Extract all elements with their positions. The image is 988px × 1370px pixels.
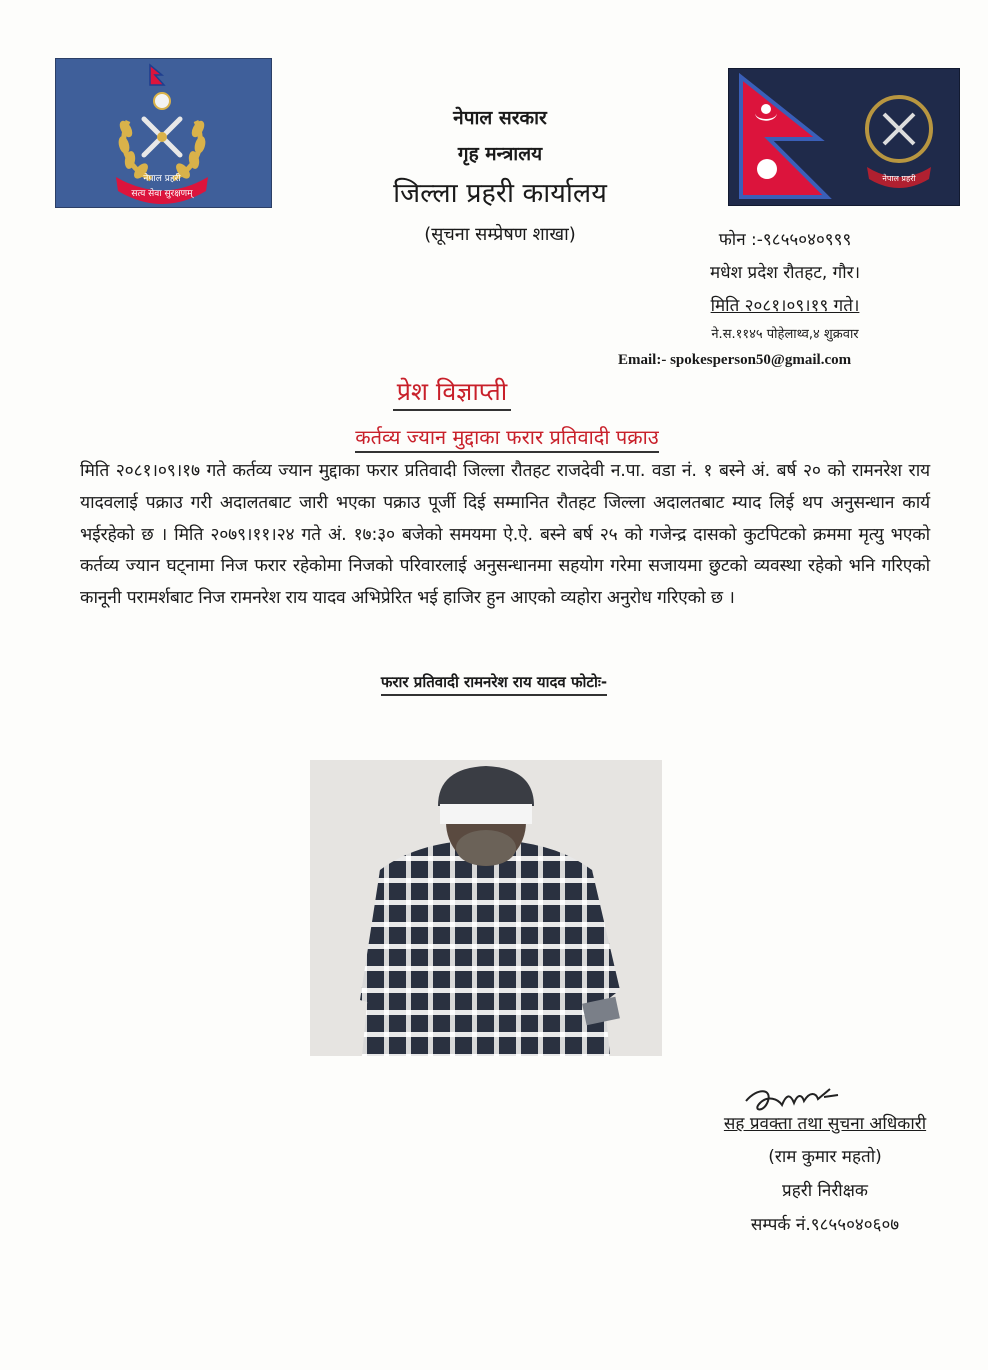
issue-date: मिति २०८१।०९।१९ गते। [710,296,860,316]
office-address: मधेश प्रदेश रौतहट, गौर। [709,263,861,283]
section-name: (सूचना सम्प्रेषण शाखा) [424,224,576,245]
signatory-block [690,1108,960,1242]
contact-block [640,224,930,347]
press-release-title [0,374,904,408]
office-name: जिल्ला प्रहरी कार्यालय [393,178,607,209]
press-release-title-text: प्रेश विज्ञाप्ती [393,377,511,411]
person-photo-icon [310,760,662,1056]
photo-caption-text: फरार प्रतिवादी रामनरेश राय यादव फोटोः- [381,673,607,696]
left-emblem-label: नेपाल प्रहरी [143,174,181,184]
phone-number: फोन :-९८५५०४०९९९ [718,230,852,250]
nepal-flag-icon [729,69,959,205]
signatory-name: (राम कुमार महतो) [768,1147,882,1167]
nepal-flag-police-logo-right [728,68,960,206]
email-address: Email:- spokesperson50@gmail.com [618,352,852,368]
police-emblem-small-icon [867,97,931,188]
press-release-subject [0,423,988,450]
press-release-body: मिति २०८१।०९।१७ गते कर्तव्य ज्यान मुद्दाका फरार प्रतिवादी जिल्ला रौतहट राजदेवी न.पा. वडा नं. १ बस्ने अं. बर्ष २० को रामनरेश राय यादवलाई पक्राउ गरी अदालतबाट जारी भएका पक्राउ पूर्जी दिई सम्मानित रौतहट जिल्ला अदालतबाट म्याद लिई थप अनुसन्धान कार्य भईरहेको छ । मिति २०७९।११।२४ गते अं. १७:३० बजेको समयमा ऐ.ऐ. बस्ने बर्ष २५ को गजेन्द्र दासको कुटपिटको क्रममा मृत्यु भएको कर्तव्य ज्यान घट्नामा निज फरार रहेकोमा निजको परिवारलाई अनुसन्धानमा सहयोग गरेमा सजायमा छुटको व्यवस्था रहेको भनि गरिएको कानूनी परामर्शबाट निज रामनरेश राय यादव अभिप्रेरित भई हाजिर हुन आएको व्यहोरा अनुरोध गरिएको छ । [80,461,930,609]
office-header [320,100,680,252]
right-emblem-label: नेपाल प्रहरी [882,174,916,183]
nepal-police-logo-left [55,58,272,208]
ministry-name: गृह मन्त्रालय [457,143,543,165]
government-name: नेपाल सरकार [453,107,547,129]
signatory-contact: सम्पर्क नं.९८५५०४०६०७ [750,1215,900,1235]
press-release-subject-text: कर्तव्य ज्यान मुद्दाका फरार प्रतिवादी पक्राउ [355,425,659,453]
police-emblem-icon [56,59,271,207]
left-emblem-motto: सत्य सेवा सुरक्षणम् [131,189,193,199]
nepal-sambat-date: ने.स.११४५ पोहेलाथ्व,४ शुक्रवार [711,327,859,342]
signatory-rank: प्रहरी निरीक्षक [782,1181,868,1201]
signatory-title: सह प्रवक्ता तथा सुचना अधिकारी [723,1114,927,1134]
suspect-photo [310,760,662,1056]
photo-caption [0,672,988,692]
